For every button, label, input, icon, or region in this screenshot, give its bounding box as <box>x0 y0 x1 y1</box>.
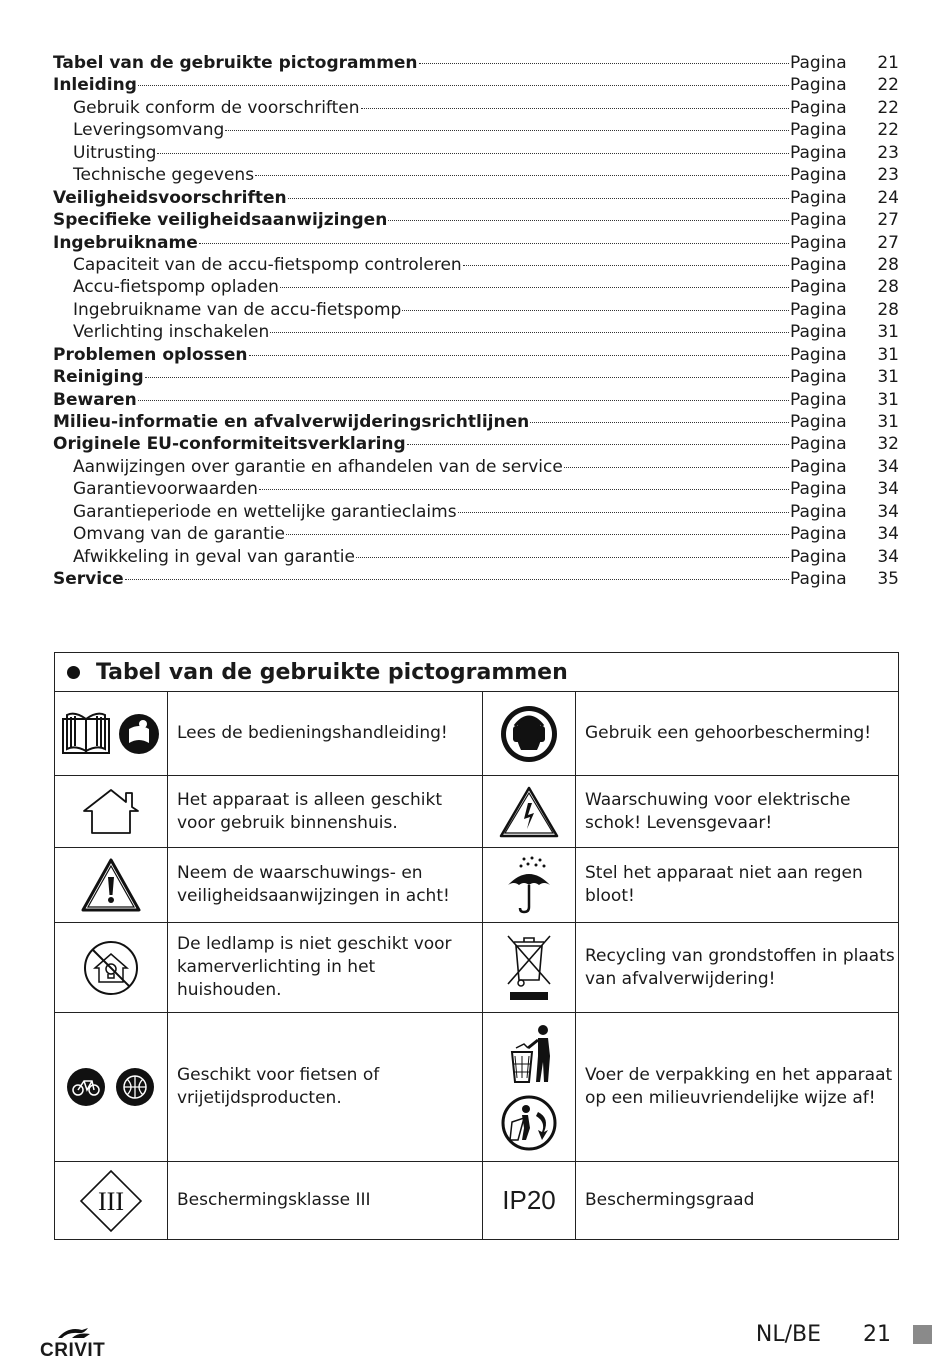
toc-entry-pagina: Pagina <box>790 322 847 343</box>
toc-dot-leader <box>225 130 789 131</box>
pictogram-text-right: Waarschuwing voor elektrische schok! Levensgevaar! <box>585 789 851 833</box>
toc-entry <box>53 74 899 96</box>
pictogram-text-left: Het apparaat is alleen geschikt voor gebruik binnenshuis. <box>168 776 483 847</box>
toc-entry-page-number: 34 <box>877 456 899 477</box>
pictogram-row <box>55 1013 898 1162</box>
pictogram-heading-text: Tabel van de gebruikte pictogrammen <box>96 659 568 685</box>
toc-entry-pagina: Pagina <box>790 299 847 320</box>
toc-entry <box>53 478 899 500</box>
crossed-bin-icon <box>483 923 576 1012</box>
toc-entry <box>53 568 899 590</box>
toc-entry <box>53 187 899 209</box>
read-manual-icon <box>55 692 168 775</box>
bullet-icon <box>67 666 80 679</box>
toc-entry <box>53 456 899 478</box>
toc-entry-pagina: Pagina <box>790 569 847 590</box>
toc-entry-page-number: 22 <box>877 97 899 118</box>
pictogram-text-right: Stel het apparaat niet aan regen bloot! <box>585 863 863 906</box>
toc-dot-leader <box>361 108 789 109</box>
toc-dot-leader <box>402 310 789 311</box>
toc-entry <box>53 433 899 455</box>
pictogram-text-left: Geschikt voor fietsen of vrijetijdsproducten. <box>168 1013 483 1161</box>
toc-entry-page-number: 34 <box>877 546 899 567</box>
electric-shock-warning-icon <box>483 776 576 847</box>
ear-protection-icon <box>483 692 576 775</box>
toc-entry-page-number: 27 <box>877 232 899 253</box>
toc-entry <box>53 523 899 545</box>
toc-entry-page-number: 31 <box>877 344 899 365</box>
toc-entry-title: Uitrusting <box>73 142 157 163</box>
toc-entry-pagina: Pagina <box>790 120 847 141</box>
toc-entry-title: Afwikkeling in geval van garantie <box>73 546 355 567</box>
toc-entry-page-number: 31 <box>877 367 899 388</box>
pictogram-row <box>55 848 898 923</box>
toc-entry-title: Veiligheidsvoorschriften <box>53 187 287 208</box>
toc-dot-leader <box>199 243 789 244</box>
toc-entry-title: Ingebruikname <box>53 232 198 253</box>
toc-entry <box>53 119 899 141</box>
toc-entry <box>53 97 899 119</box>
toc-entry-title: Ingebruikname van de accu-fietspomp <box>73 299 402 320</box>
umbrella-rain-icon <box>483 848 576 922</box>
toc-entry-title: Leveringsomvang <box>73 120 225 141</box>
toc-dot-leader <box>125 579 789 580</box>
toc-dot-leader <box>280 287 789 288</box>
toc-entry-page-number: 31 <box>877 322 899 343</box>
dispose-properly-icon <box>483 1013 576 1161</box>
toc-dot-leader <box>157 153 789 154</box>
toc-entry-pagina: Pagina <box>790 142 847 163</box>
pictogram-text-left: Neem de waarschuwings- en veiligheidsaanwijzingen in acht! <box>168 848 483 922</box>
toc-entry-title: Specifieke veiligheidsaanwijzingen <box>53 210 388 231</box>
toc-dot-leader <box>138 400 789 401</box>
toc-dot-leader <box>530 422 789 423</box>
toc-entry-pagina: Pagina <box>790 254 847 275</box>
ip20-text: IP20 <box>502 1185 556 1215</box>
toc-entry-pagina: Pagina <box>790 389 847 410</box>
pictogram-text-left: Beschermingsklasse III <box>168 1162 483 1239</box>
toc-entry-page-number: 31 <box>877 389 899 410</box>
toc-dot-leader <box>419 63 789 64</box>
page-footer <box>756 1322 932 1347</box>
toc-dot-leader <box>255 175 789 176</box>
toc-entry-page-number: 22 <box>877 120 899 141</box>
toc-dot-leader <box>270 332 789 333</box>
bicycle-ball-icon <box>55 1013 168 1161</box>
pictogram-row <box>55 692 898 776</box>
locale-label: NL/BE <box>755 1322 821 1347</box>
toc-dot-leader <box>388 220 789 221</box>
toc-entry-page-number: 35 <box>877 569 899 590</box>
toc-entry-title: Inleiding <box>53 75 137 96</box>
toc-entry-page-number: 28 <box>877 277 899 298</box>
toc-entry-page-number: 28 <box>877 299 899 320</box>
toc-entry-title: Bewaren <box>53 389 137 410</box>
toc-entry <box>53 344 899 366</box>
pictogram-table-heading <box>55 653 898 692</box>
toc-entry <box>53 254 899 276</box>
toc-dot-leader <box>458 512 789 513</box>
house-icon <box>55 776 168 847</box>
toc-entry-title: Technische gegevens <box>73 165 255 186</box>
toc-entry-pagina: Pagina <box>790 524 847 545</box>
toc-entry-title: Milieu-informatie en afvalverwijderingsrichtlijnen <box>53 412 530 432</box>
toc-entry-pagina: Pagina <box>790 501 847 522</box>
toc-entry-page-number: 22 <box>877 75 899 96</box>
pictogram-text-right: Voer de verpakking en het apparaat op een milieuvriendelijke wijze af! <box>585 1065 893 1108</box>
pictogram-text-right: Beschermingsgraad <box>585 1190 755 1210</box>
toc-entry-title: Service <box>53 569 124 590</box>
toc-dot-leader <box>138 85 789 86</box>
pictogram-text-left: Lees de bedieningshandleiding! <box>168 692 483 775</box>
toc-entry-title: Gebruik conform de voorschriften <box>73 97 360 118</box>
toc-entry <box>53 232 899 254</box>
toc-entry-page-number: 23 <box>877 142 899 163</box>
toc-entry-page-number: 31 <box>877 412 899 432</box>
toc-entry-pagina: Pagina <box>790 479 847 500</box>
toc-entry-pagina: Pagina <box>790 456 847 477</box>
toc-entry-page-number: 21 <box>877 53 899 73</box>
toc-entry <box>53 501 899 523</box>
page-number: 21 <box>863 1322 891 1347</box>
toc-entry-pagina: Pagina <box>790 165 847 186</box>
no-room-lighting-icon <box>55 923 168 1012</box>
toc-entry-page-number: 32 <box>877 434 899 455</box>
protection-class-iii-icon <box>55 1162 168 1239</box>
toc-entry <box>53 299 899 321</box>
pictogram-text-right: Recycling van grondstoffen in plaats van afvalverwijdering! <box>585 945 895 989</box>
toc-entry-title: Aanwijzingen over garantie en afhandelen van de service <box>73 456 563 477</box>
toc-entry-page-number: 28 <box>877 254 899 275</box>
class-iii-label: III <box>98 1186 124 1216</box>
toc-entry-pagina: Pagina <box>790 187 847 208</box>
toc-entry-title: Garantieperiode en wettelijke garantieclaims <box>73 501 457 522</box>
pictogram-row <box>55 923 898 1013</box>
page-marker <box>913 1325 932 1344</box>
table-of-contents <box>53 52 899 591</box>
toc-entry <box>53 546 899 568</box>
pictogram-text-left: De ledlamp is niet geschikt voor kamerverlichting in het huishouden. <box>168 923 483 1012</box>
toc-entry-pagina: Pagina <box>790 232 847 253</box>
toc-entry-pagina: Pagina <box>790 53 847 73</box>
toc-dot-leader <box>564 467 789 468</box>
toc-entry <box>53 389 899 411</box>
toc-entry-pagina: Pagina <box>790 75 847 96</box>
toc-entry-pagina: Pagina <box>790 412 847 432</box>
toc-entry-pagina: Pagina <box>790 344 847 365</box>
toc-entry-pagina: Pagina <box>790 97 847 118</box>
toc-entry-pagina: Pagina <box>790 546 847 567</box>
toc-entry-title: Garantievoorwaarden <box>73 479 258 500</box>
warning-triangle-icon <box>55 848 168 922</box>
toc-entry <box>53 411 899 433</box>
brand-name: CRIVIT <box>40 1340 106 1361</box>
toc-entry-page-number: 27 <box>877 210 899 231</box>
toc-entry-title: Originele EU-conformiteitsverklaring <box>53 434 406 455</box>
toc-entry <box>53 321 899 343</box>
toc-entry <box>53 366 899 388</box>
toc-entry-title: Reiniging <box>53 367 144 388</box>
toc-dot-leader <box>145 377 789 378</box>
toc-entry-pagina: Pagina <box>790 367 847 388</box>
toc-entry-pagina: Pagina <box>790 434 847 455</box>
toc-entry-page-number: 34 <box>877 501 899 522</box>
toc-dot-leader <box>407 444 789 445</box>
toc-entry-pagina: Pagina <box>790 277 847 298</box>
toc-entry-title: Verlichting inschakelen <box>73 322 270 343</box>
toc-dot-leader <box>463 265 789 266</box>
toc-entry-pagina: Pagina <box>790 210 847 231</box>
toc-entry-page-number: 23 <box>877 165 899 186</box>
pictogram-row <box>55 1162 898 1239</box>
toc-entry-title: Accu-fietspomp opladen <box>73 277 279 298</box>
toc-entry-page-number: 24 <box>877 187 899 208</box>
toc-entry-title: Omvang van de garantie <box>73 524 285 545</box>
pictogram-table <box>54 652 899 1240</box>
toc-entry <box>53 276 899 298</box>
toc-dot-leader <box>356 557 789 558</box>
toc-entry <box>53 209 899 231</box>
toc-dot-leader <box>259 489 789 490</box>
crivit-logo <box>40 1324 108 1362</box>
pictogram-text-right: Gebruik een gehoorbescherming! <box>585 723 872 743</box>
toc-entry <box>53 142 899 164</box>
toc-dot-leader <box>286 534 789 535</box>
toc-entry-page-number: 34 <box>877 479 899 500</box>
toc-dot-leader <box>288 198 789 199</box>
toc-entry <box>53 164 899 186</box>
toc-entry-page-number: 34 <box>877 524 899 545</box>
toc-entry-title: Tabel van de gebruikte pictogrammen <box>53 53 418 73</box>
ip20-label <box>483 1162 576 1239</box>
toc-entry-title: Capaciteit van de accu-fietspomp controleren <box>73 254 462 275</box>
toc-entry <box>53 52 899 74</box>
pictogram-row <box>55 776 898 848</box>
toc-dot-leader <box>249 355 789 356</box>
brand-swoosh-icon <box>54 1324 94 1340</box>
toc-entry-title: Problemen oplossen <box>53 344 248 365</box>
